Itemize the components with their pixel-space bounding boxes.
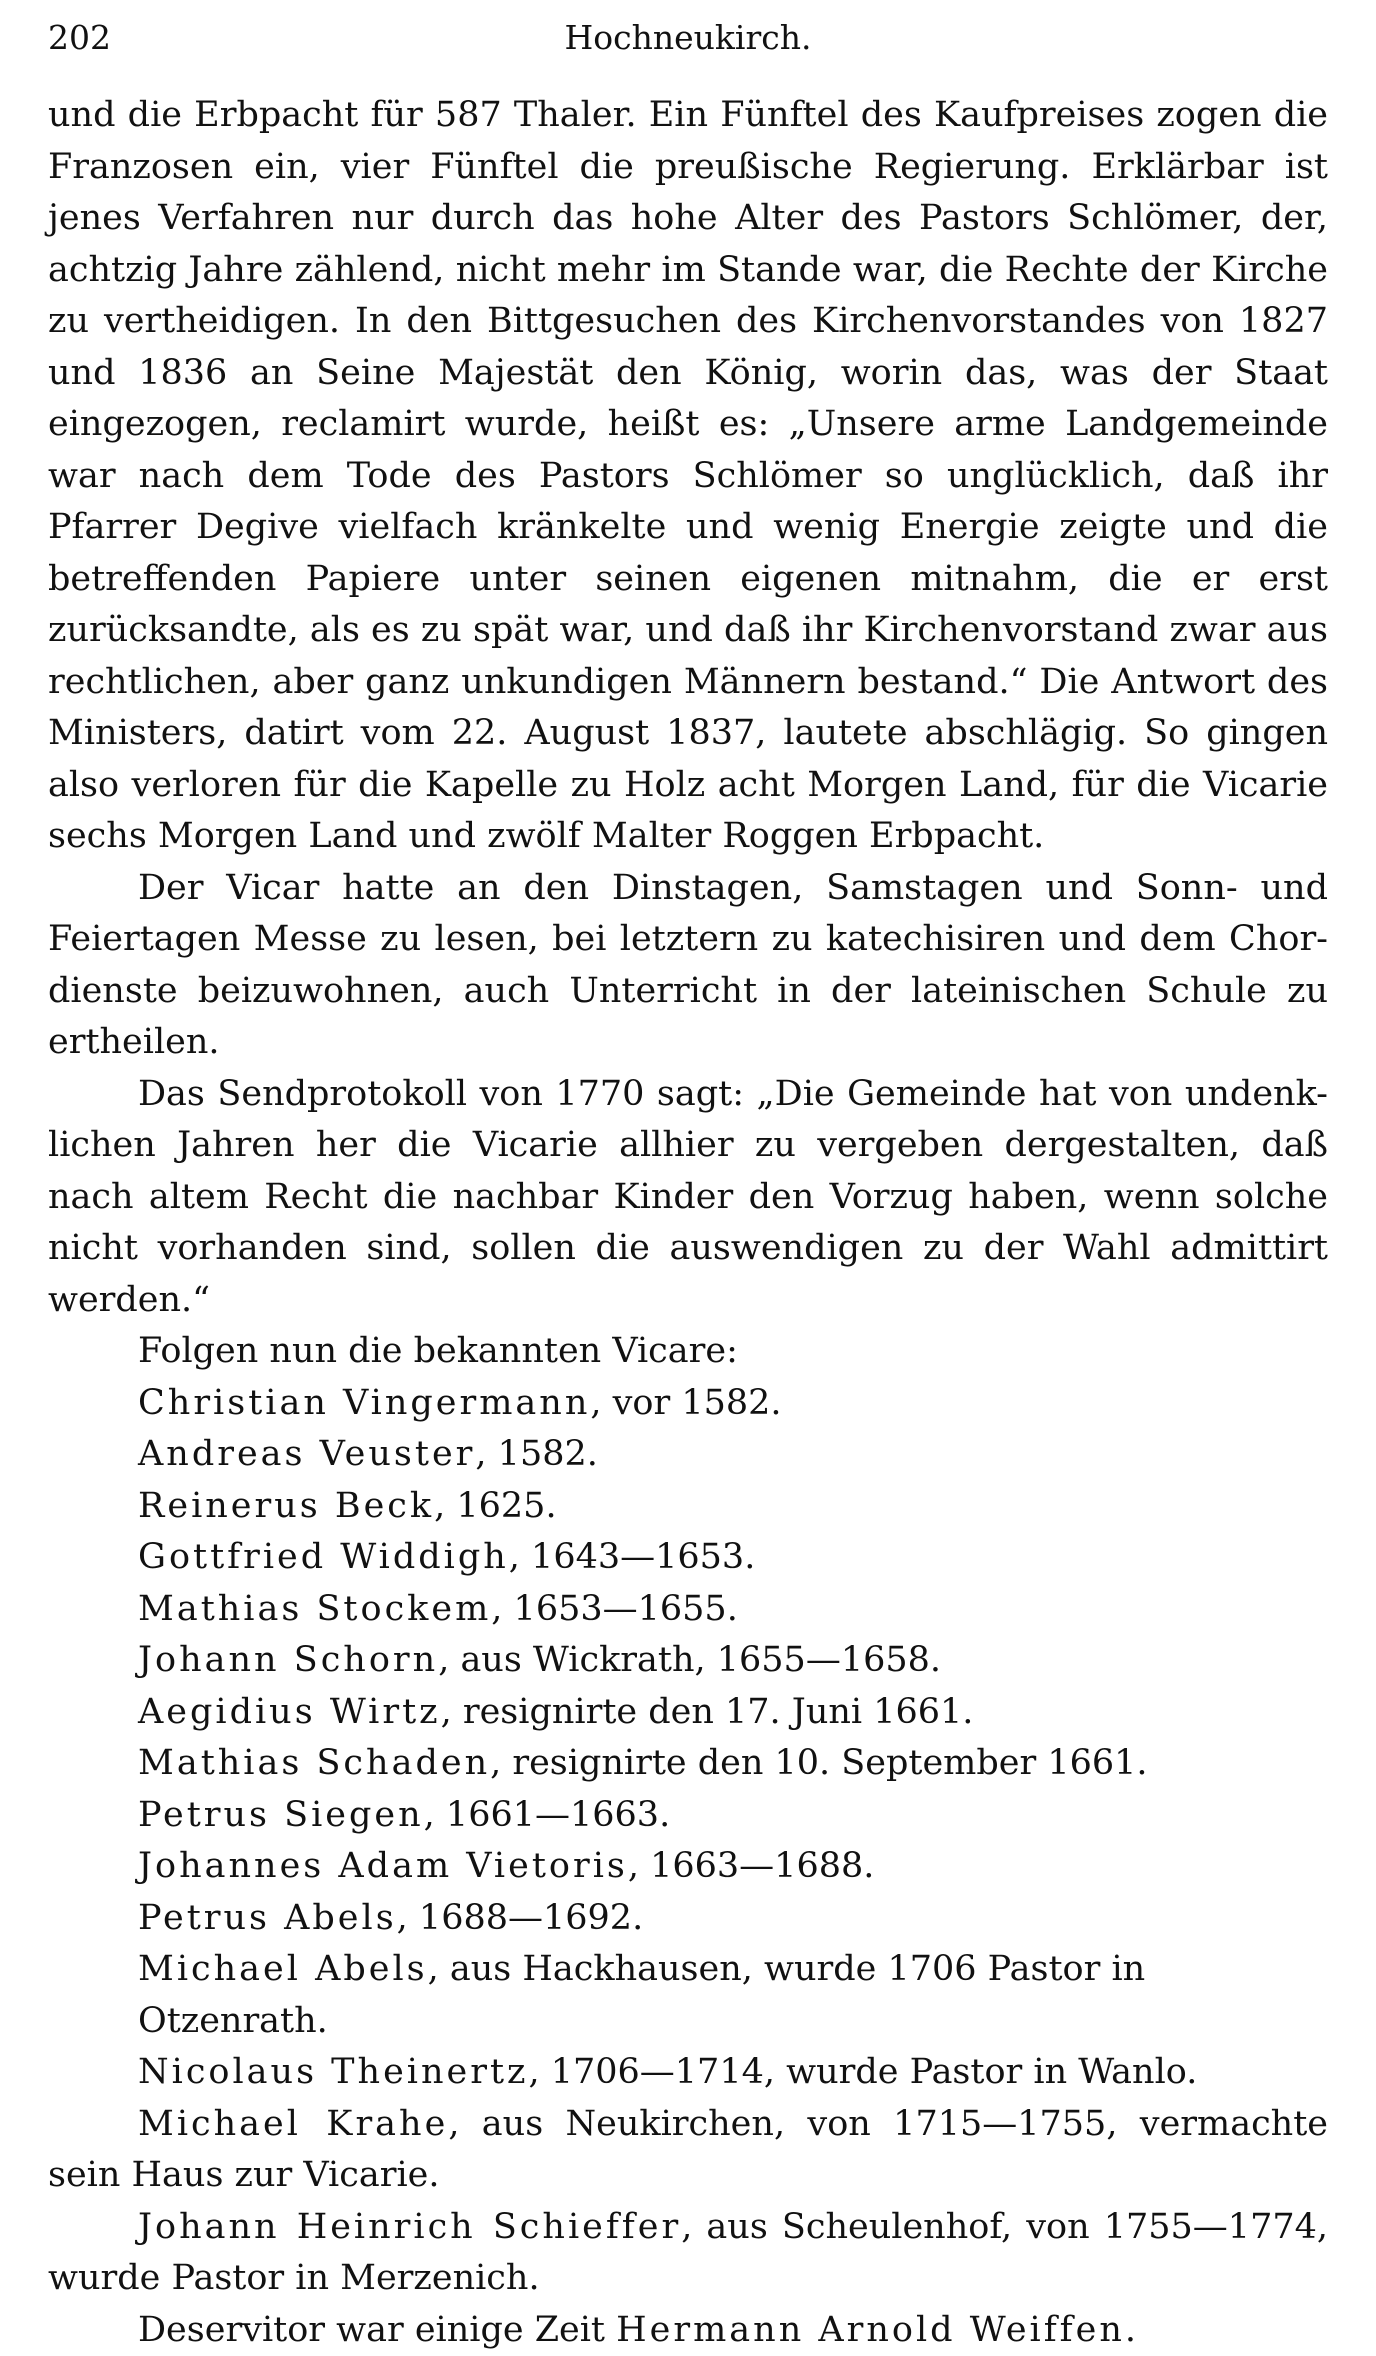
vicar-details: , 1653—1655. [491, 1589, 738, 1629]
vicar-details: , resignirte den 17. Juni 1661. [441, 1692, 974, 1732]
list-item [48, 2202, 1328, 2305]
vicar-details: , aus Wickrath, 1655—1658. [438, 1640, 941, 1680]
body-text [48, 90, 1328, 2356]
vicar-details: , 1625. [434, 1486, 556, 1526]
vicar-details: , aus Hackhausen, wurde 1706 Pastor in Otzenrath. [138, 1949, 1145, 2041]
paragraph-vicar-duties: Der Vicar hatte an den Dinstagen, Samstagen und Sonn- und Feiertagen Messe zu lesen, bei letztern zu katechisiren und dem Chor-dienste beizuwohnen, auch Unterricht in der lateinischen Schule zu ertheilen. [48, 863, 1328, 1069]
page-header [48, 18, 1328, 78]
list-item [48, 1893, 1328, 1945]
list-item [48, 1635, 1328, 1687]
paragraph-continuation: und die Erbpacht für 587 Thaler. Ein Fünftel des Kaufpreises zogen die Franzosen ein, vier Fünftel die preußische Regierung. Erklärbar ist jenes Verfahren nur durch das hohe Alter des Pastors Schlömer, der, achtzig Jahre zählend, nicht mehr im Stande war, die Rechte der Kirche zu vertheidigen. In den Bittgesuchen des Kirchenvorstandes von 1827 und 1836 an Seine Majestät den König, worin das, was der Staat eingezogen, reclamirt wurde, heißt es: „Unsere arme Landgemeinde war nach dem Tode des Pastors Schlömer so unglücklich, daß ihr Pfarrer Degive vielfach kränkelte und wenig Energie zeigte und die betreffenden Papiere unter seinen eigenen mitnahm, die er erst zurücksandte, als es zu spät war, und daß ihr Kirchenvorstand zwar aus rechtlichen, aber ganz unkundigen Männern bestand.“ Die Antwort des Ministers, datirt vom 22. August 1837, lautete abschlägig. So gingen also verloren für die Kapelle zu Holz acht Morgen Land, für die Vicarie sechs Morgen Land und zwölf Malter Roggen Erbpacht. [48, 90, 1328, 863]
list-item [48, 1378, 1328, 1430]
list-item [48, 1584, 1328, 1636]
list-item [48, 1944, 1328, 2047]
list-item [48, 1429, 1328, 1481]
list-item [48, 1790, 1328, 1842]
vicar-details: , 1706—1714, wurde Pastor in Wanlo. [528, 2052, 1197, 2092]
vicar-name: Gottfried Widdigh [138, 1537, 509, 1577]
vicar-name: Johannes Adam Vietoris [138, 1846, 628, 1886]
vicar-details: , aus Neukirchen, von 1715—1755, vermachte sein Haus zur Vicarie. [48, 2104, 1328, 2196]
vicar-name: Petrus Abels [138, 1898, 397, 1938]
list-item [48, 1687, 1328, 1739]
list-item [48, 1532, 1328, 1584]
vicar-name: Mathias Stockem [138, 1589, 491, 1629]
vicar-details: , 1661—1663. [424, 1795, 671, 1835]
vicar-details: , 1582. [475, 1434, 597, 1474]
vicar-list [48, 1378, 1328, 2305]
vicar-details: , 1663—1688. [628, 1846, 875, 1886]
list-item [48, 1841, 1328, 1893]
list-item [48, 2047, 1328, 2099]
vicar-details: , 1643—1653. [509, 1537, 756, 1577]
vicar-name: Andreas Veuster [138, 1434, 475, 1474]
vicar-name: Johann Heinrich Schieffer [138, 2207, 681, 2247]
closing-suffix: . [1125, 2310, 1136, 2350]
vicar-name: Aegidius Wirtz [138, 1692, 441, 1732]
vicar-name: Johann Schorn [138, 1640, 438, 1680]
running-title: Hochneukirch. [48, 18, 1328, 57]
vicar-name: Christian Vingermann [138, 1383, 590, 1423]
closing-line [48, 2305, 1328, 2356]
vicar-details: , resignirte den 10. September 1661. [490, 1743, 1147, 1783]
deservitor-name: Hermann Arnold Weiffen [616, 2310, 1125, 2350]
list-item [48, 1481, 1328, 1533]
closing-prefix: Deservitor war einige Zeit [138, 2310, 616, 2350]
list-item [48, 2099, 1328, 2202]
vicar-name: Michael Abels [138, 1949, 428, 1989]
vicar-details: , aus Scheulenhof, von 1755—1774, wurde Pastor in Merzenich. [48, 2207, 1328, 2299]
vicar-name: Mathias Schaden [138, 1743, 490, 1783]
list-item [48, 1738, 1328, 1790]
vicar-name: Petrus Siegen [138, 1795, 424, 1835]
page-number: 202 [48, 18, 111, 57]
list-intro: Folgen nun die bekannten Vicare: [48, 1326, 1328, 1378]
vicar-name: Reinerus Beck [138, 1486, 434, 1526]
vicar-name: Michael Krahe [138, 2104, 448, 2144]
vicar-name: Nicolaus Theinertz [138, 2052, 528, 2092]
paragraph-sendprotokoll: Das Sendprotokoll von 1770 sagt: „Die Gemeinde hat von undenk-lichen Jahren her die Vicarie allhier zu vergeben dergestalten, daß nach altem Recht die nachbar Kinder den Vorzug haben, wenn solche nicht vorhanden sind, sollen die auswendigen zu der Wahl admittirt werden.“ [48, 1069, 1328, 1327]
vicar-details: , 1688—1692. [397, 1898, 644, 1938]
vicar-details: , vor 1582. [590, 1383, 781, 1423]
